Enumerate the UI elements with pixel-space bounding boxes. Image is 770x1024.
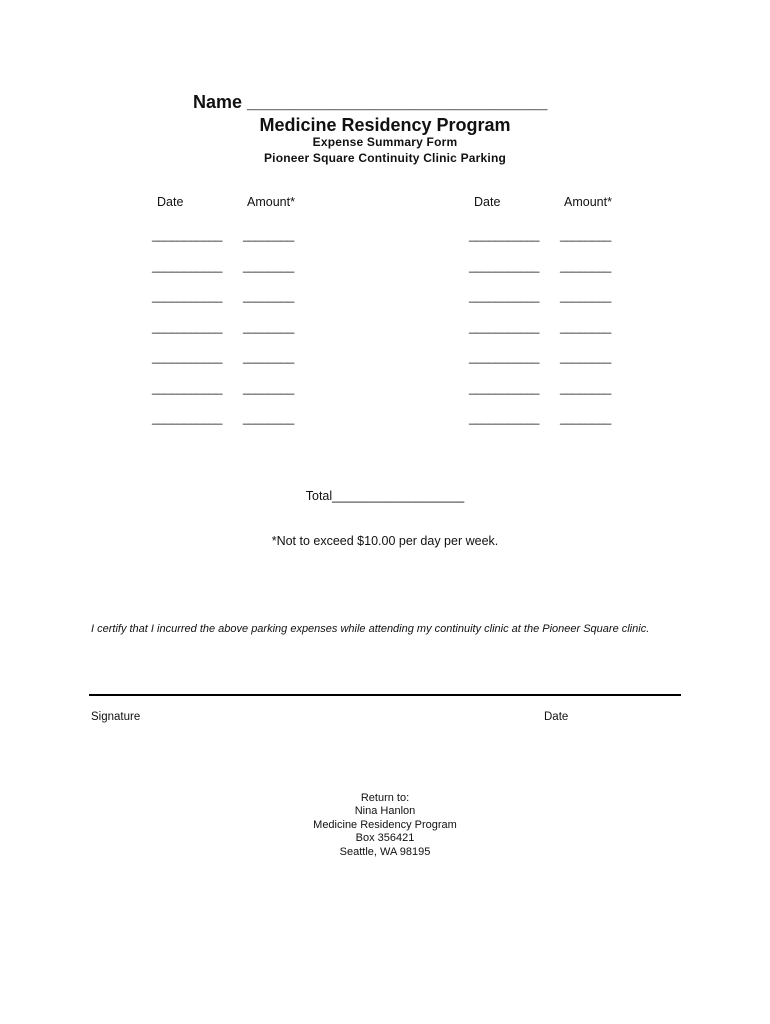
left-amount-blank[interactable]: ________ (243, 350, 294, 364)
return-name: Nina Hanlon (354, 805, 416, 817)
right-amount-blank[interactable]: ________ (560, 289, 611, 303)
left-amount-blank[interactable]: ________ (243, 289, 294, 303)
form-subtitle: Expense Summary Form (312, 135, 458, 149)
left-amount-blank[interactable]: ________ (243, 228, 294, 242)
left-date-blank[interactable]: ___________ (152, 289, 223, 303)
right-amount-blank[interactable]: ________ (560, 319, 611, 334)
left-amount-blank[interactable]: ________ (243, 411, 294, 425)
left-amount-blank[interactable]: ________ (243, 258, 294, 273)
right-date-blank[interactable]: ___________ (469, 289, 540, 303)
right-date-blank[interactable]: ___________ (469, 319, 540, 334)
return-to-heading: Return to: (360, 792, 410, 804)
left-date-blank[interactable]: ___________ (152, 258, 223, 273)
right-date-blank[interactable]: ___________ (469, 350, 540, 364)
return-department: Medicine Residency Program (313, 819, 457, 831)
right-amount-blank[interactable]: ________ (560, 411, 611, 425)
left-amount-blank[interactable]: ________ (243, 380, 294, 395)
certification-statement: I certify that I incurred the above parking expenses while attending my continuity clinic at the Pioneer Square clinic. (91, 623, 650, 635)
right-date-blank[interactable]: ___________ (469, 411, 540, 425)
right-date-blank[interactable]: ___________ (469, 258, 540, 273)
left-date-blank[interactable]: ___________ (152, 319, 223, 334)
right-amount-blank[interactable]: ________ (560, 228, 611, 242)
page-title: Medicine Residency Program (259, 115, 511, 135)
left-date-blank[interactable]: ___________ (152, 380, 223, 395)
form-subtitle-clinic: Pioneer Square Continuity Clinic Parking (263, 151, 507, 165)
signature-date-label: Date (544, 711, 569, 723)
total-line[interactable]: Total___________________ (305, 489, 465, 503)
right-amount-blank[interactable]: ________ (560, 258, 611, 273)
right-amount-blank[interactable]: ________ (560, 380, 611, 395)
right-date-blank[interactable]: ___________ (469, 380, 540, 395)
limit-note: *Not to exceed $10.00 per day per week. (271, 534, 499, 548)
right-date-blank[interactable]: ___________ (469, 228, 540, 242)
right-amount-header: Amount* (564, 195, 612, 209)
signature-line[interactable] (89, 694, 681, 696)
right-amount-blank[interactable]: ________ (560, 350, 611, 364)
signature-label: Signature (91, 711, 141, 723)
name-field-line[interactable]: Name ______________________________ (193, 92, 548, 112)
left-date-blank[interactable]: ___________ (152, 228, 223, 242)
right-date-header: Date (474, 195, 501, 209)
return-box: Box 356421 (355, 832, 415, 844)
left-date-blank[interactable]: ___________ (152, 350, 223, 364)
left-date-blank[interactable]: ___________ (152, 411, 223, 425)
left-amount-header: Amount* (247, 195, 295, 209)
left-amount-blank[interactable]: ________ (243, 319, 294, 334)
left-date-header: Date (157, 195, 184, 209)
return-city: Seattle, WA 98195 (339, 846, 431, 858)
